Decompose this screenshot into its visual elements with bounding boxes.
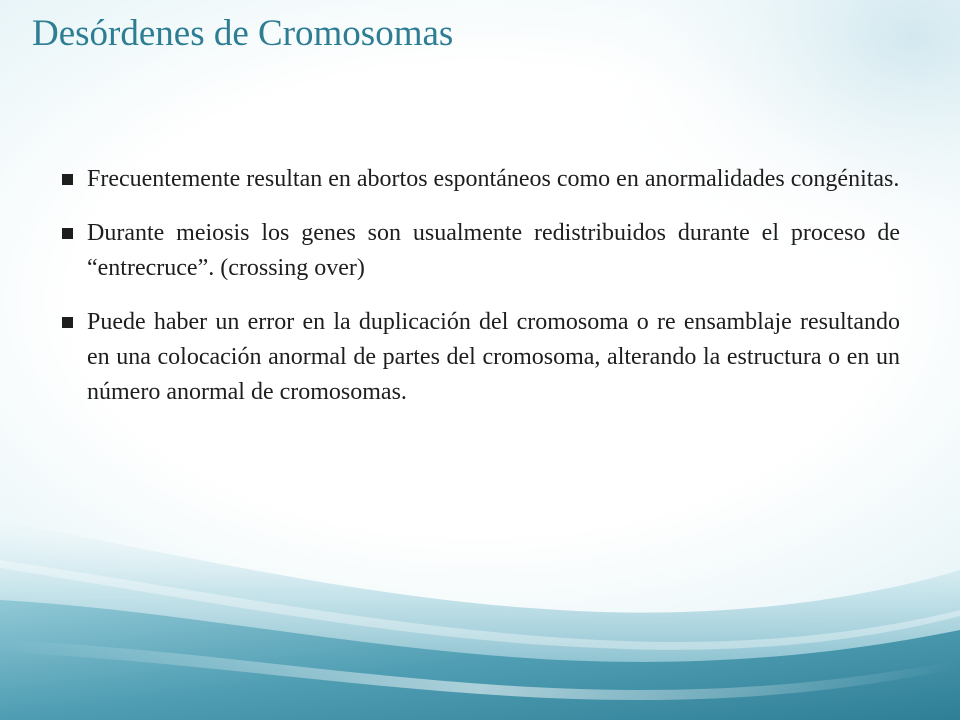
bullet-text: Puede haber un error en la duplicación del cromosoma o re ensamblaje resultando en una colocación anormal de partes del cromosoma, alterando la estructura o en un número anormal de cromosomas.: [87, 309, 900, 405]
bullet-text: Durante meiosis los genes son usualmente redistribuidos durante el proceso de “entrecruce”. (crossing over): [87, 220, 900, 281]
bullet-item: [60, 162, 900, 197]
square-bullet-icon: [62, 228, 73, 239]
bullet-list: [60, 162, 900, 429]
square-bullet-icon: [62, 317, 73, 328]
slide-title: Desórdenes de Cromosomas: [32, 13, 454, 54]
bullet-item: [60, 305, 900, 410]
bullet-text: Frecuentemente resultan en abortos espontáneos como en anormalidades congénitas.: [87, 166, 900, 192]
square-bullet-icon: [62, 174, 73, 185]
bullet-item: [60, 216, 900, 286]
